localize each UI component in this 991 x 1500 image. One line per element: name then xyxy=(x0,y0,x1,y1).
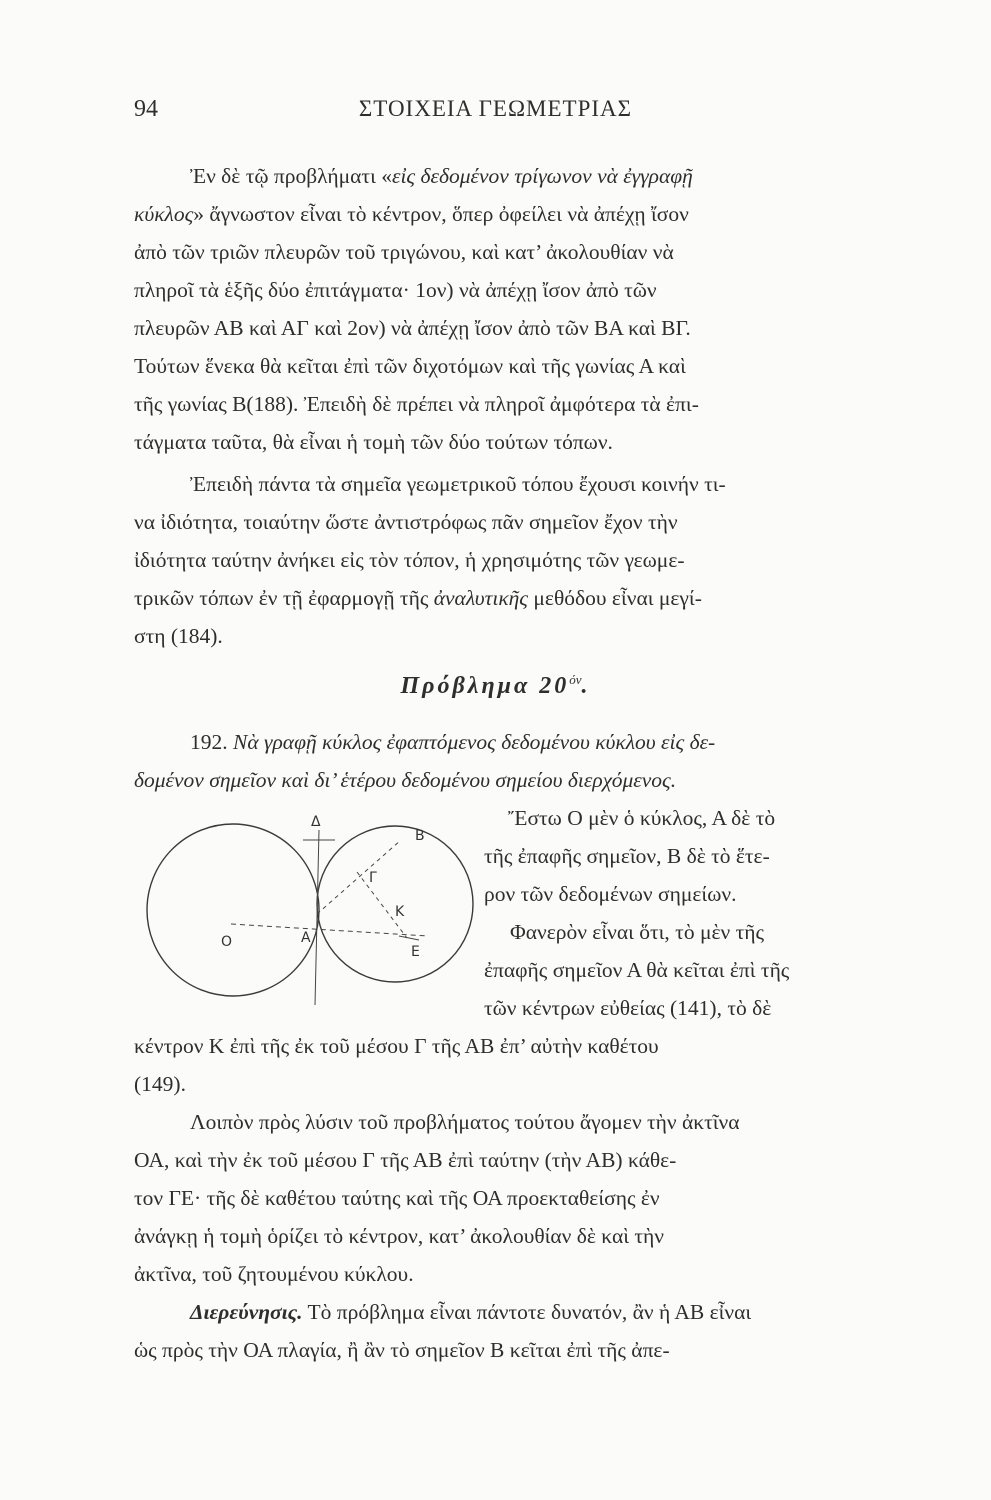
text-line: πληροῖ τὰ ἑξῆς δύο ἐπιτάγματα· 1ον) νὰ ἀπέχῃ ἴσον ἀπὸ τῶν xyxy=(134,278,657,302)
geometry-figure xyxy=(133,810,478,1020)
problem-statement-line: δομένον σημεῖον καὶ δι’ ἑτέρου δεδομένου σημείου διερχόμενος. xyxy=(134,768,677,792)
label-o: O xyxy=(221,934,233,950)
text-line: Λοιπὸν πρὸς λύσιν τοῦ προβλήματος τούτου ἄγομεν τὴν ἀκτῖνα xyxy=(190,1110,740,1134)
text-line: ἀκτῖνα, τοῦ ζητουμένου κύκλου. xyxy=(134,1262,414,1286)
text-line: Ἔστω Ο μὲν ὁ κύκλος, Α δὲ τὸ xyxy=(508,806,776,830)
text-line: ρον τῶν δεδομένων σημείων. xyxy=(484,882,737,906)
label-k: K xyxy=(395,904,405,920)
text-line: να ἰδιότητα, τοιαύτην ὥστε ἀντιστρόφως πᾶν σημεῖον ἔχον τὴν xyxy=(134,510,678,534)
section-label-dierevnisis: Διερεύνησις. xyxy=(190,1300,303,1324)
text-line: τρικῶν τόπων ἐν τῇ ἐφαρμογῇ τῆς ἀναλυτικῆς μεθόδου εἶναι μεγί- xyxy=(134,586,702,610)
text-line: τῶν κέντρων εὐθείας (141), τὸ δὲ xyxy=(484,996,772,1020)
text-line: κέντρον Κ ἐπὶ τῆς ἐκ τοῦ μέσου Γ τῆς ΑΒ ἐπ’ αὐτὴν καθέτου xyxy=(134,1034,659,1058)
text-line: Διερεύνησις. Τὸ πρόβλημα εἶναι πάντοτε δυνατόν, ἂν ἡ ΑΒ εἶναι xyxy=(190,1300,752,1324)
text-line: ἀπὸ τῶν τριῶν πλευρῶν τοῦ τριγώνου, καὶ κατ’ ἀκολουθίαν νὰ xyxy=(134,240,674,264)
text-line: τῆς γωνίας Β(188). Ἐπειδὴ δὲ πρέπει νὰ πληροῖ ἀμφότερα τὰ ἐπι- xyxy=(134,392,699,416)
problem-heading: Πρόβλημα $20^{ό\nu}$. xyxy=(400,672,591,699)
text-line: ἐπαφῆς σημεῖον Α θὰ κεῖται ἐπὶ τῆς xyxy=(484,958,790,982)
text-line: Φανερὸν εἶναι ὅτι, τὸ μὲν τῆς xyxy=(510,920,765,944)
tangent-circles-diagram xyxy=(133,810,478,1020)
label-a: A xyxy=(301,930,311,946)
text-line: τῆς ἐπαφῆς σημεῖον, Β δὲ τὸ ἕτε- xyxy=(484,844,770,868)
text-line: τον ΓΕ· τῆς δὲ καθέτου ταύτης καὶ τῆς ΟΑ προεκταθείσης ἐν xyxy=(134,1186,660,1210)
text-line: στη (184). xyxy=(134,624,223,648)
label-gamma: Γ xyxy=(369,870,377,886)
label-delta: Δ xyxy=(311,814,321,830)
text-line: ἀνάγκῃ ἡ τομὴ ὁρίζει τὸ κέντρον, κατ’ ἀκολουθίαν δὲ καὶ τὴν xyxy=(134,1224,664,1248)
running-title: ΣΤΟΙΧΕΙΑ ΓΕΩΜΕΤΡΙΑΣ xyxy=(358,96,633,121)
label-b: B xyxy=(415,828,425,844)
text-line: ἰδιότητα ταύτην ἀνήκει εἰς τὸν τόπον, ἡ χρησιμότης τῶν γεωμε- xyxy=(134,548,685,572)
text-line: κύκλος» ἄγνωστον εἶναι τὸ κέντρον, ὅπερ ὀφείλει νὰ ἀπέχῃ ἴσον xyxy=(134,202,689,226)
text-line: Ἐν δὲ τῷ προβλήματι «εἰς δεδομένον τρίγωνον νὰ ἐγγραφῇ xyxy=(190,164,693,188)
text-line: (149). xyxy=(134,1072,186,1096)
text-line: Τούτων ἕνεκα θὰ κεῖται ἐπὶ τῶν διχοτόμων καὶ τῆς γωνίας Α καὶ xyxy=(134,354,686,378)
text-line: Ἐπειδὴ πάντα τὰ σημεῖα γεωμετρικοῦ τόπου ἔχουσι κοινήν τι- xyxy=(190,472,726,496)
text-line: τάγματα ταῦτα, θὰ εἶναι ἡ τομὴ τῶν δύο τούτων τόπων. xyxy=(134,430,613,454)
given-circle-o xyxy=(147,824,319,996)
tick-e xyxy=(399,936,419,940)
line-oa-extended xyxy=(231,924,428,936)
text-line: ὡς πρὸς τὴν ΟΑ πλαγία, ἢ ἂν τὸ σημεῖον Β κεῖται ἐπὶ τῆς ἀπε- xyxy=(134,1338,670,1362)
problem-statement-line: 192. Νὰ γραφῇ κύκλος ἐφαπτόμενος δεδομένου κύκλου εἰς δε- xyxy=(190,730,716,754)
page-header xyxy=(0,96,991,136)
line-ab xyxy=(317,840,401,914)
label-e: Ε xyxy=(411,944,420,960)
page-number: 94 xyxy=(134,96,158,122)
text-line: πλευρῶν ΑΒ καὶ ΑΓ καὶ 2ον) νὰ ἀπέχῃ ἴσον ἀπὸ τῶν ΒΑ καὶ ΒΓ. xyxy=(134,316,691,340)
text-line: ΟΑ, καὶ τὴν ἐκ τοῦ μέσου Γ τῆς ΑΒ ἐπὶ ταύτην (τὴν ΑΒ) κάθε- xyxy=(134,1148,677,1172)
